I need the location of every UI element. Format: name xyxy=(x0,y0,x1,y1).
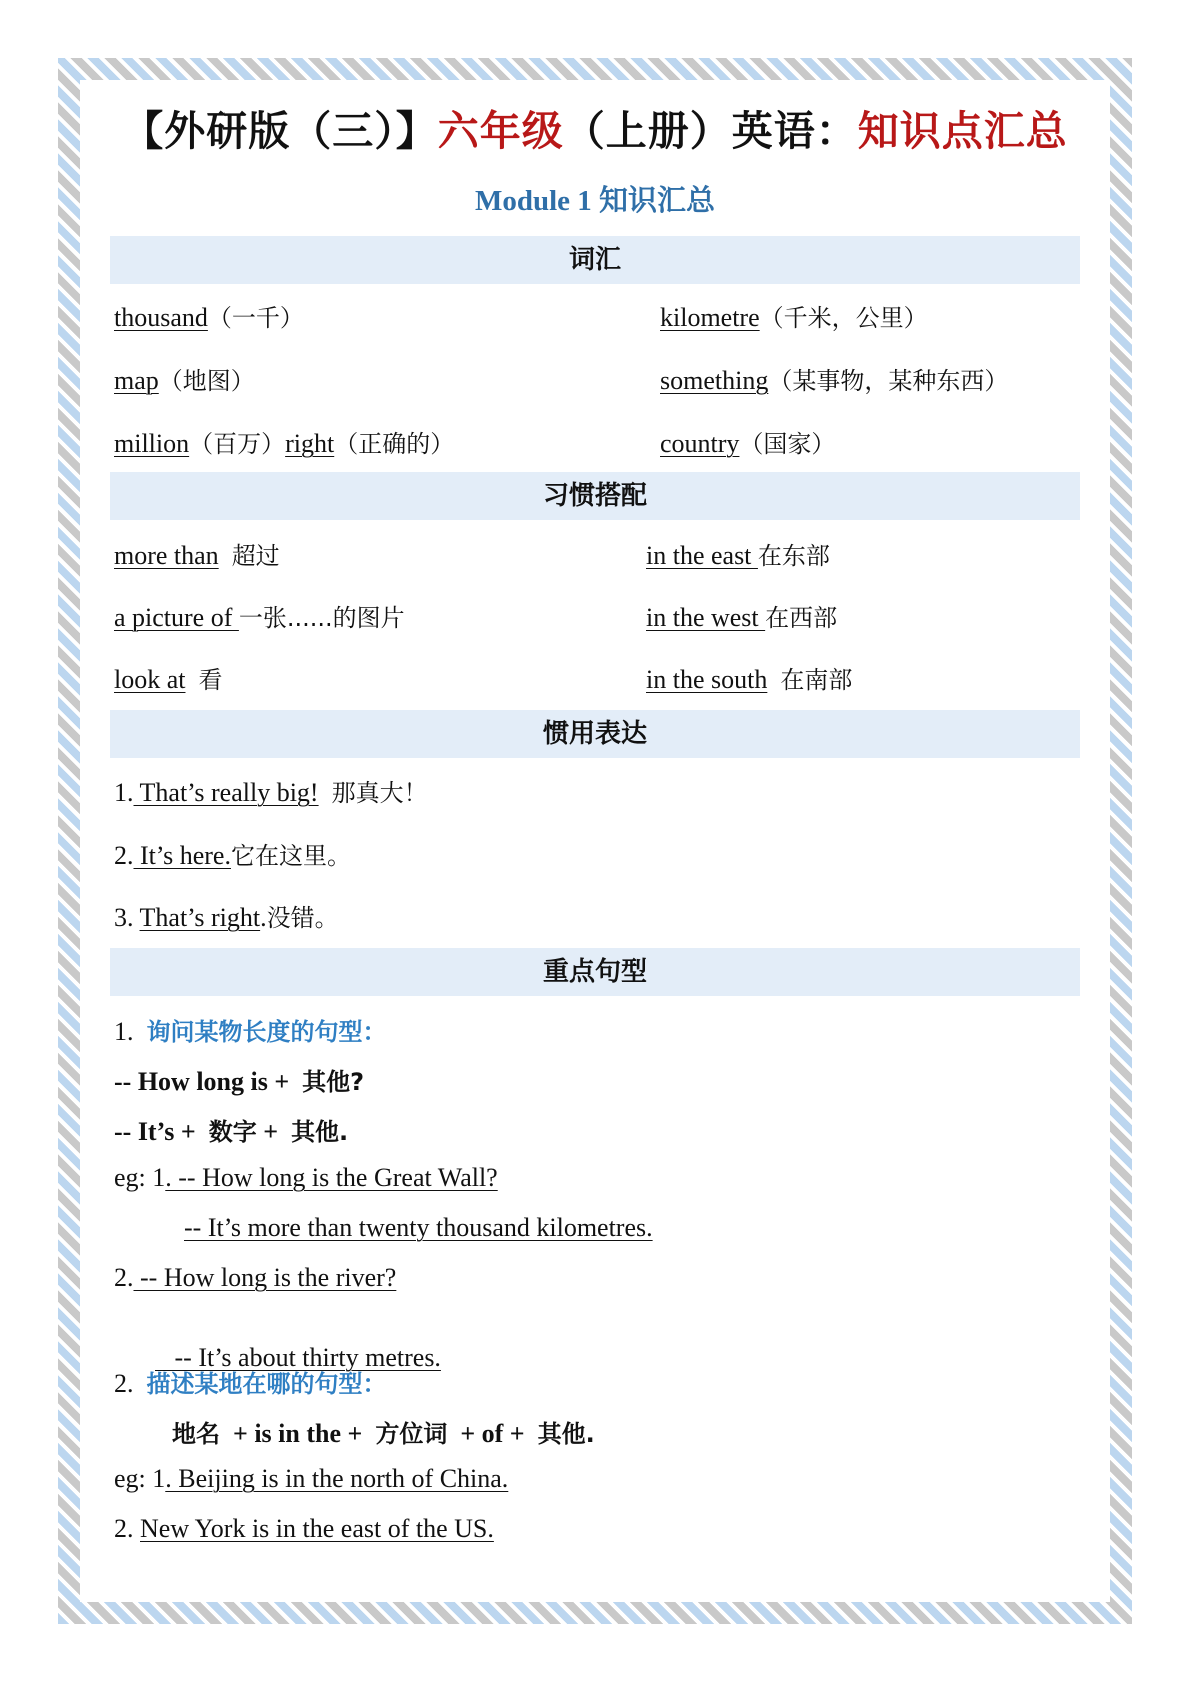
expression-item xyxy=(114,898,339,933)
section-header-sentences: 重点句型 xyxy=(110,948,1080,996)
vocab-word: million xyxy=(114,429,190,458)
example-text: -- It’s about thirty metres. xyxy=(155,1343,441,1372)
phrase-item xyxy=(646,536,830,571)
vocab-word: country xyxy=(660,429,740,458)
pattern-line xyxy=(172,1414,595,1449)
phrase-en: more than xyxy=(114,541,219,570)
example-line xyxy=(114,1464,508,1494)
vocab-word: right xyxy=(285,429,335,458)
expression-en: That’s right xyxy=(139,903,261,932)
section-header-expressions: 惯用表达 xyxy=(110,710,1080,758)
example-label: eg: 1 xyxy=(114,1163,166,1192)
vocab-meaning: （某事物，某种东西） xyxy=(768,367,1009,395)
pattern-title: 描述某地在哪的句型： xyxy=(146,1370,387,1398)
pattern-title: 询问某物长度的句型： xyxy=(146,1018,387,1046)
vocab-item xyxy=(660,424,835,459)
phrase-item xyxy=(114,536,280,571)
pattern-text: + xyxy=(256,1117,285,1146)
example-text: -- It’s more than twenty thousand kilometres. xyxy=(184,1213,653,1242)
vocab-item xyxy=(660,298,928,333)
pattern-text: -- It’s + xyxy=(114,1117,203,1146)
vocab-word: map xyxy=(114,366,159,395)
expression-en: It’s here. xyxy=(133,841,231,870)
pattern-line xyxy=(114,1112,348,1147)
pattern-number: 2. xyxy=(114,1369,134,1398)
example-text: -- How long is the river? xyxy=(133,1263,397,1292)
example-line xyxy=(114,1263,396,1293)
example-text: . -- How long is the Great Wall? xyxy=(165,1163,498,1192)
vocab-meaning: （一千） xyxy=(207,304,304,332)
page-title xyxy=(110,98,1080,157)
section-header-phrases: 习惯搭配 xyxy=(110,472,1080,520)
example-line xyxy=(114,1163,498,1193)
vocab-item xyxy=(114,424,454,459)
title-part: （上册）英语： xyxy=(563,108,858,154)
phrase-cn: 在东部 xyxy=(757,542,830,570)
phrase-item xyxy=(114,598,405,633)
expression-item xyxy=(114,836,351,871)
phrase-cn: 超过 xyxy=(231,542,280,570)
vocab-meaning: （正确的） xyxy=(334,430,455,458)
title-part: 【外研版（三）】 xyxy=(122,108,438,154)
phrase-item xyxy=(114,660,223,695)
expression-number: 3. xyxy=(114,903,140,932)
pattern-number: 1. xyxy=(114,1017,134,1046)
phrase-item xyxy=(646,660,852,695)
expression-item xyxy=(114,773,428,808)
pattern-text: 其他. xyxy=(537,1420,595,1448)
expression-en: That’s really big! xyxy=(133,778,319,807)
phrase-cn: 在南部 xyxy=(780,666,853,694)
example-line xyxy=(184,1213,653,1243)
vocab-item xyxy=(660,361,1008,396)
phrase-en: in the west xyxy=(646,603,766,632)
expression-cn: 没错。 xyxy=(266,904,339,932)
pattern-heading xyxy=(114,1364,387,1399)
phrase-item xyxy=(646,598,837,633)
pattern-heading xyxy=(114,1012,387,1047)
phrase-cn: 看 xyxy=(198,666,223,694)
vocab-meaning: （百万） xyxy=(189,430,286,458)
vocab-item xyxy=(114,361,255,396)
phrase-en: a picture of xyxy=(114,603,239,632)
example-number: 2. xyxy=(114,1514,140,1543)
pattern-text: 数字 xyxy=(208,1118,257,1146)
vocab-word: thousand xyxy=(114,303,208,332)
expression-number: 1. xyxy=(114,778,134,807)
pattern-text: 方位词 xyxy=(375,1420,448,1448)
module-subtitle: Module 1 知识汇总 xyxy=(474,185,716,217)
expression-cn: 它在这里。 xyxy=(230,842,351,870)
expression-punct: . xyxy=(260,903,267,932)
vocab-meaning: （地图） xyxy=(158,367,255,395)
phrase-cn: 一张......的图片 xyxy=(238,604,405,632)
vocab-item xyxy=(114,298,304,333)
phrase-en: in the south xyxy=(646,665,768,694)
example-text: New York is in the east of the US. xyxy=(140,1514,494,1543)
vocab-meaning: （国家） xyxy=(739,430,836,458)
vocab-word: kilometre xyxy=(660,303,760,332)
example-line xyxy=(114,1514,494,1544)
pattern-text: + of + xyxy=(453,1419,532,1448)
phrase-en: look at xyxy=(114,665,186,694)
section-header-vocab: 词汇 xyxy=(110,236,1080,284)
vocab-meaning: （千米，公里） xyxy=(759,304,928,332)
pattern-text: -- How long is + xyxy=(114,1067,296,1096)
example-label: eg: 1 xyxy=(114,1464,166,1493)
phrase-cn: 在西部 xyxy=(765,604,838,632)
pattern-text: + is in the + xyxy=(226,1419,369,1448)
expression-number: 2. xyxy=(114,841,134,870)
pattern-text: 地名 xyxy=(172,1420,220,1448)
vocab-word: something xyxy=(660,366,769,395)
phrase-en: in the east xyxy=(646,541,758,570)
pattern-line xyxy=(114,1062,364,1097)
pattern-text: 其他. xyxy=(291,1118,349,1146)
pattern-text: 其他? xyxy=(302,1068,365,1096)
title-part: 知识点汇总 xyxy=(857,108,1068,154)
title-part: 六年级 xyxy=(437,108,564,154)
example-text: . Beijing is in the north of China. xyxy=(165,1464,509,1493)
example-number: 2. xyxy=(114,1263,134,1292)
expression-cn: 那真大！ xyxy=(331,779,428,807)
